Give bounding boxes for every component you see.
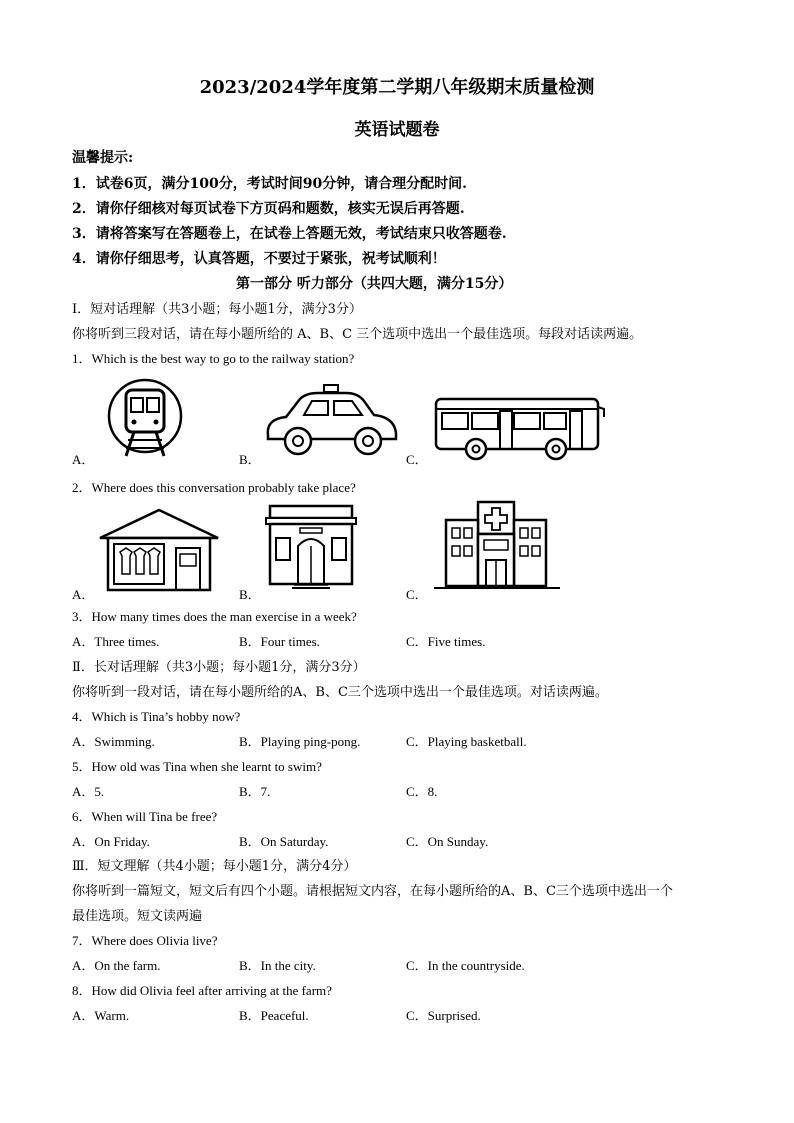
tip-item-4: 4．请你仔细思考，认真答题，不要过于紧张，祝考试顺利！ [72, 251, 446, 267]
q8-option-a: A．Warm. [72, 1008, 130, 1023]
q6-option-b: B．On Saturday. [239, 834, 329, 849]
q2-label-b: B． [239, 587, 261, 602]
q6-option-c: C．On Sunday. [406, 834, 489, 849]
q3-option-c: C．Five times. [406, 634, 486, 649]
q7-option-a: A．On the farm. [72, 958, 161, 973]
exam-title: 2023/2024学年度第二学期八年级期末质量检测 [199, 77, 595, 98]
q2-label-c: C． [406, 587, 428, 602]
q1-label-b: B． [239, 452, 261, 467]
q2-label-a: A． [72, 587, 95, 602]
q7-option-c: C．In the countryside. [406, 958, 525, 973]
q3-option-b: B．Four times. [239, 634, 320, 649]
part1-heading: 第一部分 听力部分（共四大题，满分15分） [236, 276, 513, 292]
tip-item-3: 3．请将答案写在答题卷上，在试卷上答题无效，考试结束只收答题卷. [72, 226, 507, 242]
hospital-icon [432, 500, 562, 592]
library-icon [264, 502, 359, 590]
q3-option-a: A．Three times. [72, 634, 160, 649]
question-6: 6．When will Tina be free? [72, 809, 218, 824]
tip-item-1: 1．试卷6页，满分100分，考试时间90分钟，请合理分配时间. [72, 176, 468, 192]
q7-option-b: B．In the city. [239, 958, 316, 973]
q6-option-a: A．On Friday. [72, 834, 150, 849]
q5-option-c: C．8. [406, 784, 438, 799]
q4-option-a: A．Swimming. [72, 734, 155, 749]
tip-item-2: 2．请你仔细核对每页试卷下方页码和题数，核实无误后再答题. [72, 201, 465, 217]
q4-option-b: B．Playing ping-pong. [239, 734, 361, 749]
tips-heading: 温馨提示: [72, 150, 134, 166]
section2-instruction: 你将听到一段对话，请在每小题所给的A、B、C三个选项中选出一个最佳选项。对话读两遍。 [72, 685, 608, 700]
exam-subtitle: 英语试题卷 [354, 120, 440, 140]
taxi-icon [262, 385, 400, 457]
train-icon [100, 378, 190, 458]
q8-option-c: C．Surprised. [406, 1008, 481, 1023]
section1-title: Ⅰ．短对话理解（共3小题；每小题1分，满分3分） [72, 302, 362, 317]
section3-instruction-line2: 最佳选项。短文读两遍 [72, 909, 203, 924]
section2-title: Ⅱ．长对话理解（共3小题；每小题1分，满分3分） [72, 660, 366, 675]
q5-option-a: A．5. [72, 784, 105, 799]
question-3: 3．How many times does the man exercise in a week? [72, 609, 357, 624]
section3-instruction-line1: 你将听到一篇短文，短文后有四个小题。请根据短文内容，在每小题所给的A、B、C三个选项中选出一个 [72, 884, 673, 899]
bus-icon [432, 393, 607, 461]
question-4: 4．Which is Tina’s hobby now? [72, 709, 241, 724]
question-8: 8．How did Olivia feel after arriving at the farm? [72, 983, 332, 998]
q8-option-b: B．Peaceful. [239, 1008, 309, 1023]
question-5: 5．How old was Tina when she learnt to swim? [72, 759, 322, 774]
q5-option-b: B．7. [239, 784, 271, 799]
q1-label-c: C． [406, 452, 428, 467]
question-7: 7．Where does Olivia live? [72, 933, 218, 948]
clothes-shop-icon [98, 508, 220, 594]
question-2: 2．Where does this conversation probably take place? [72, 480, 356, 495]
section1-instruction: 你将听到三段对话，请在每小题所给的 A、B、C 三个选项中选出一个最佳选项。每段对话读两遍。 [72, 327, 643, 342]
question-1: 1．Which is the best way to go to the railway station? [72, 351, 355, 366]
q4-option-c: C．Playing basketball. [406, 734, 527, 749]
q1-label-a: A． [72, 452, 95, 467]
section3-title: Ⅲ．短文理解（共4小题；每小题1分，满分4分） [72, 859, 357, 874]
